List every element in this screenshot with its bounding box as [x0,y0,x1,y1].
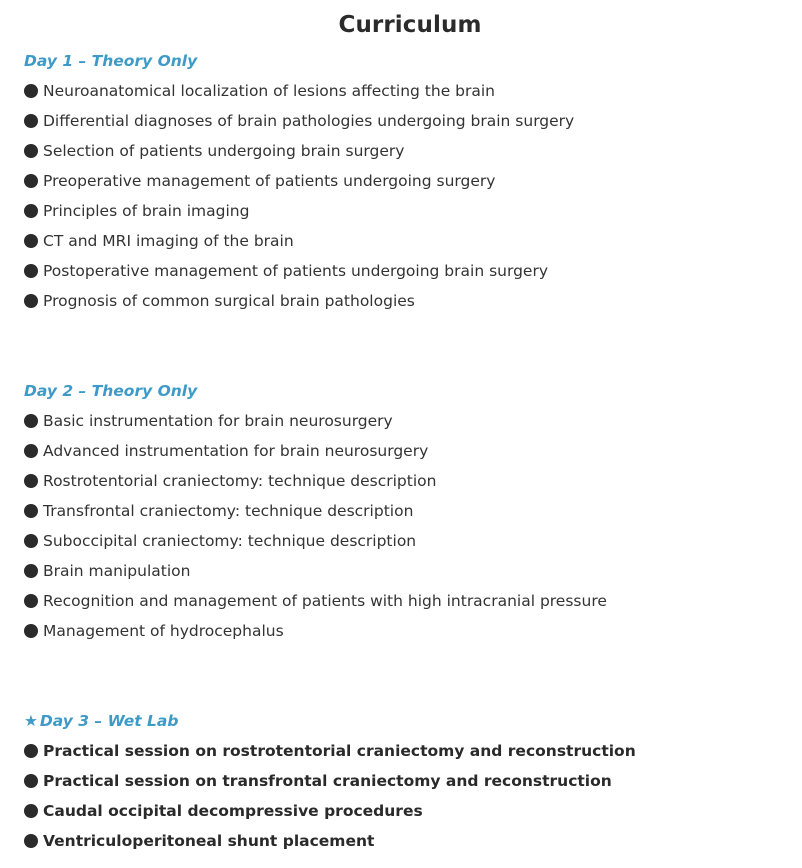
list-item-text: Neuroanatomical localization of lesions affecting the brain [43,82,495,100]
bullet-icon [24,534,38,548]
list-item [24,166,794,196]
day-1-heading: Day 1 – Theory Only [24,52,198,70]
list-item-text: Preoperative management of patients undergoing surgery [43,172,496,190]
day-2-section [24,376,794,646]
list-item [24,556,794,586]
bullet-icon [24,114,38,128]
list-item-text: Caudal occipital decompressive procedures [43,802,423,820]
bullet-icon [24,474,38,488]
list-item-text: Recognition and management of patients with high intracranial pressure [43,592,607,610]
list-item-text: Transfrontal craniectomy: technique description [43,502,414,520]
list-item-text: Principles of brain imaging [43,202,250,220]
bullet-icon [24,84,38,98]
list-item-text: Practical session on rostrotentorial craniectomy and reconstruction [43,742,636,760]
list-item-text: Ventriculoperitoneal shunt placement [43,832,375,850]
day-3-heading [24,706,794,736]
list-item [24,526,794,556]
bullet-icon [24,414,38,428]
list-item [24,616,794,646]
list-item [24,436,794,466]
list-item [24,766,794,796]
list-item-text: Rostrotentorial craniectomy: technique description [43,472,437,490]
list-item [24,736,794,766]
list-item [24,796,794,826]
list-item [24,136,794,166]
day-2-heading: Day 2 – Theory Only [24,382,198,400]
list-item [24,496,794,526]
bullet-icon [24,144,38,158]
list-item [24,196,794,226]
list-item-text: Suboccipital craniectomy: technique description [43,532,417,550]
day-3-list [24,736,794,856]
list-item-text: Postoperative management of patients undergoing brain surgery [43,262,548,280]
list-item [24,76,794,106]
bullet-icon [24,504,38,518]
bullet-icon [24,594,38,608]
day-1-list [24,76,794,316]
list-item-text: Management of hydrocephalus [43,622,284,640]
list-item [24,406,794,436]
list-item [24,466,794,496]
bullet-icon [24,444,38,458]
list-item-text: Prognosis of common surgical brain pathologies [43,292,415,310]
list-item-text: Advanced instrumentation for brain neurosurgery [43,442,429,460]
list-item [24,256,794,286]
list-item [24,586,794,616]
bullet-icon [24,234,38,248]
list-item-text: Practical session on transfrontal craniectomy and reconstruction [43,772,612,790]
bullet-icon [24,804,38,818]
day-3-heading-text: Day 3 – Wet Lab [39,712,179,730]
list-item [24,106,794,136]
bullet-icon [24,264,38,278]
day-3-section [24,706,794,856]
bullet-icon [24,624,38,638]
day-1-section [24,46,794,316]
bullet-icon [24,174,38,188]
list-item [24,226,794,256]
list-item [24,826,794,856]
page-title: Curriculum [338,12,482,38]
bullet-icon [24,774,38,788]
list-item-text: Selection of patients undergoing brain surgery [43,142,405,160]
list-item-text: Differential diagnoses of brain pathologies undergoing brain surgery [43,112,575,130]
list-item-text: CT and MRI imaging of the brain [43,232,294,250]
list-item-text: Basic instrumentation for brain neurosurgery [43,412,393,430]
star-icon: ★ [24,712,38,730]
list-item-text: Brain manipulation [43,562,191,580]
bullet-icon [24,564,38,578]
bullet-icon [24,834,38,848]
bullet-icon [24,744,38,758]
day-2-list [24,406,794,646]
bullet-icon [24,294,38,308]
list-item [24,286,794,316]
bullet-icon [24,204,38,218]
